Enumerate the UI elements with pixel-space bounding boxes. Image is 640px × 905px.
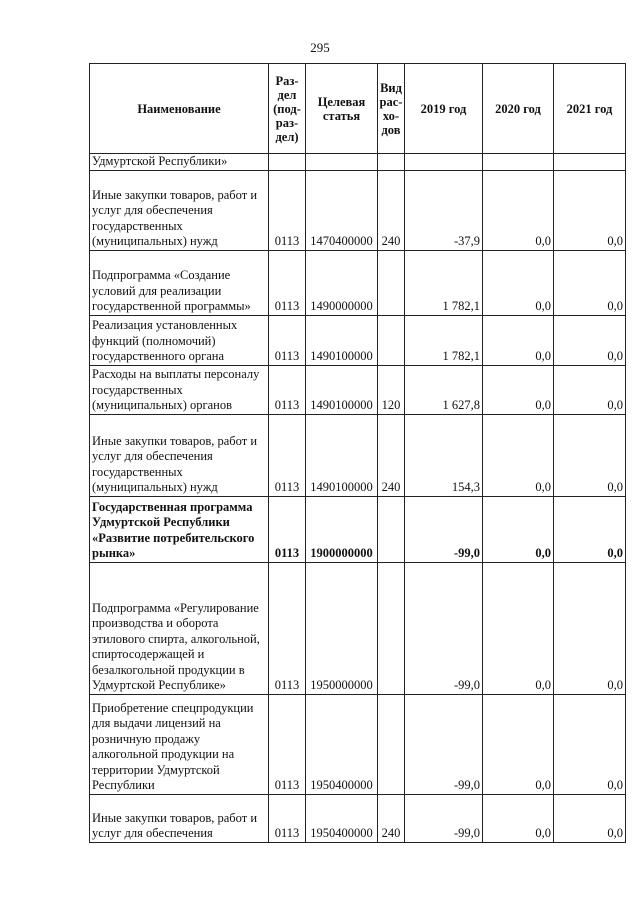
table-row [90,414,626,496]
row-target: 1950000000 [306,562,378,694]
header-row [90,64,626,154]
row-2019: -99,0 [405,794,483,842]
row-2020: 0,0 [483,794,554,842]
row-name: Государственная программа Удмуртской Республики «Развитие потребительского рынка» [90,496,269,562]
row-target: 1490000000 [306,250,378,315]
row-2019: 1 782,1 [405,250,483,315]
header-2019: 2019 год [405,64,483,154]
budget-table [89,63,626,843]
row-2019: 154,3 [405,414,483,496]
header-target: Целевая статья [306,64,378,154]
row-vid: 240 [378,794,405,842]
row-2019: 1 627,8 [405,365,483,414]
row-2021: 0,0 [554,170,626,250]
row-razdel: 0113 [269,315,306,365]
row-target: 1490100000 [306,365,378,414]
row-target: 1490100000 [306,315,378,365]
page-number: 295 [310,40,330,55]
row-2019: -37,9 [405,170,483,250]
row-2020 [483,154,554,171]
table-row [90,794,626,842]
table-row [90,562,626,694]
table-row [90,170,626,250]
row-vid [378,154,405,171]
row-2021: 0,0 [554,365,626,414]
row-name: Иные закупки товаров, работ и услуг для обеспечения государственных (муниципальных) нужд [90,414,269,496]
row-razdel [269,154,306,171]
row-razdel: 0113 [269,694,306,794]
row-name: Подпрограмма «Регулирование производства и оборота этилового спирта, алкогольной, спиртосодержащей и безалкогольной продукции в Удмуртской Республике» [90,562,269,694]
row-2020: 0,0 [483,496,554,562]
row-razdel: 0113 [269,562,306,694]
row-2019: -99,0 [405,496,483,562]
row-2020: 0,0 [483,365,554,414]
row-2019: -99,0 [405,562,483,694]
header-vid: Вид рас-хо-дов [378,64,405,154]
row-name: Подпрограмма «Создание условий для реализации государственной программы» [90,250,269,315]
row-2021: 0,0 [554,414,626,496]
row-2020: 0,0 [483,250,554,315]
row-name: Иные закупки товаров, работ и услуг для обеспечения [90,794,269,842]
header-2020: 2020 год [483,64,554,154]
row-razdel: 0113 [269,250,306,315]
row-2019: -99,0 [405,694,483,794]
row-target: 1950400000 [306,694,378,794]
row-razdel: 0113 [269,414,306,496]
table-row [90,154,626,171]
header-razdel: Раз-дел (под-раз-дел) [269,64,306,154]
row-name: Реализация установленных функций (полномочий) государственного органа [90,315,269,365]
row-name: Приобретение спецпродукции для выдачи лицензий на розничную продажу алкогольной продукции на территории Удмуртской Республики [90,694,269,794]
row-razdel: 0113 [269,170,306,250]
row-2020: 0,0 [483,694,554,794]
row-vid [378,315,405,365]
row-name: Иные закупки товаров, работ и услуг для обеспечения государственных (муниципальных) нужд [90,170,269,250]
row-vid [378,496,405,562]
row-2021: 0,0 [554,694,626,794]
row-razdel: 0113 [269,794,306,842]
row-2020: 0,0 [483,414,554,496]
header-2021: 2021 год [554,64,626,154]
row-target: 1470400000 [306,170,378,250]
row-2021: 0,0 [554,250,626,315]
table-row [90,496,626,562]
table-row [90,694,626,794]
row-vid: 240 [378,170,405,250]
row-2021: 0,0 [554,794,626,842]
row-vid [378,250,405,315]
table-row [90,365,626,414]
row-target: 1950400000 [306,794,378,842]
table-row [90,315,626,365]
table-row [90,250,626,315]
row-razdel: 0113 [269,365,306,414]
row-vid: 240 [378,414,405,496]
row-2021: 0,0 [554,315,626,365]
row-2021: 0,0 [554,496,626,562]
row-2020: 0,0 [483,315,554,365]
row-vid [378,694,405,794]
row-2020: 0,0 [483,170,554,250]
row-razdel: 0113 [269,496,306,562]
row-target: 1490100000 [306,414,378,496]
row-vid: 120 [378,365,405,414]
row-2020: 0,0 [483,562,554,694]
row-target: 1900000000 [306,496,378,562]
row-2019: 1 782,1 [405,315,483,365]
row-2021 [554,154,626,171]
row-2019 [405,154,483,171]
header-name: Наименование [90,64,269,154]
row-name: Удмуртской Республики» [90,154,269,171]
row-target [306,154,378,171]
row-2021: 0,0 [554,562,626,694]
row-vid [378,562,405,694]
row-name: Расходы на выплаты персоналу государственных (муниципальных) органов [90,365,269,414]
